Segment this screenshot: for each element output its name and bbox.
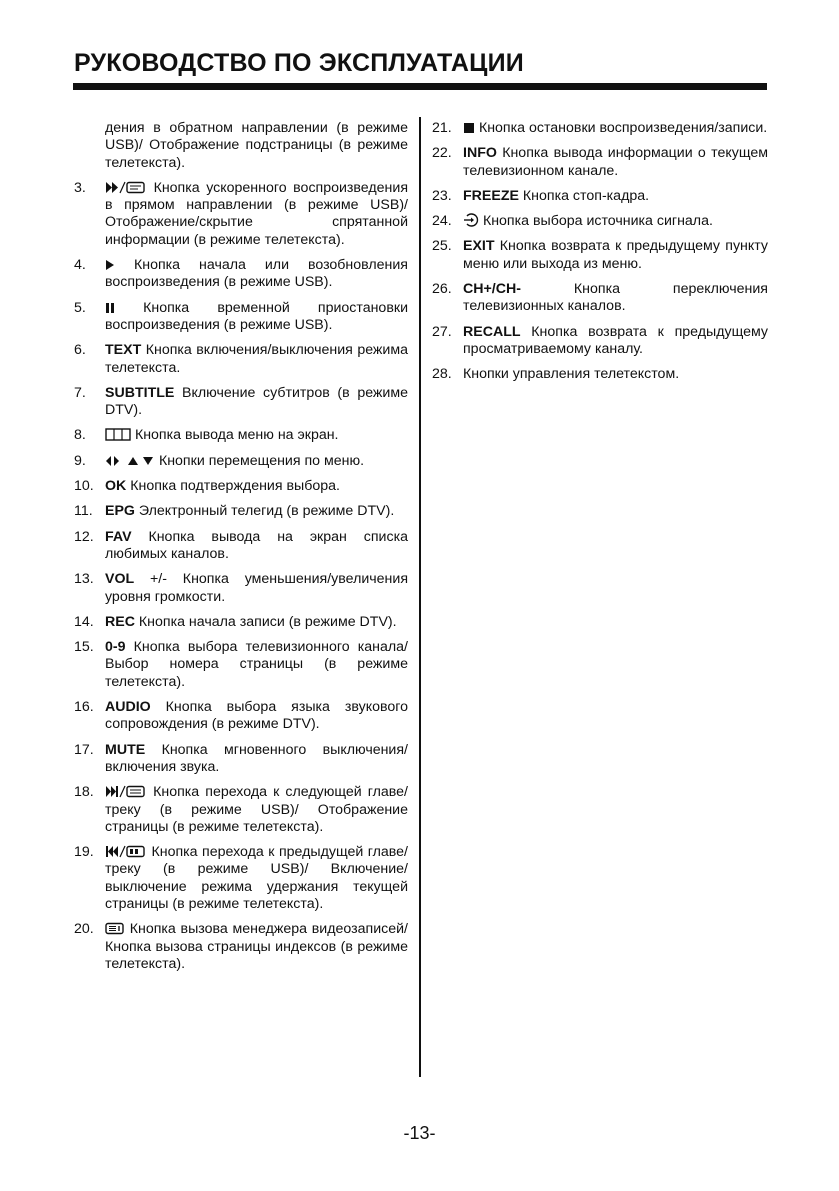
item-number: 11. [74, 503, 93, 520]
item-number: 26. [432, 281, 452, 298]
right-column [432, 120, 768, 392]
item-number: 24. [432, 213, 452, 230]
item-text: дения в обратном направлении (в режиме USB)/ Отображение подстраницы (в режиме телетекста). [105, 120, 408, 171]
list-item [432, 281, 768, 316]
item-text: Кнопка переключения телевизионных каналов. [463, 281, 768, 315]
list-item [74, 614, 408, 631]
list-item [432, 213, 768, 230]
item-text: Кнопка вывода на экран списка любимых каналов. [105, 528, 408, 562]
key-label: RECALL [463, 323, 521, 340]
list-item [74, 427, 408, 444]
item-text: +/- Кнопка уменьшения/увеличения уровня громкости. [105, 571, 408, 605]
fast-forward-teletext-icon [105, 181, 147, 194]
index-icon [105, 922, 125, 935]
play-icon [105, 259, 115, 271]
item-number: 17. [74, 741, 94, 758]
left-item-list [74, 180, 408, 973]
item-number: 5. [74, 299, 86, 316]
source-icon [463, 213, 479, 227]
item-number: 27. [432, 323, 452, 340]
list-item [74, 699, 408, 734]
list-item [74, 921, 408, 973]
list-item [432, 188, 768, 205]
item-text: Кнопка выбора телевизионного канала/ Выбор номера страницы (в режиме телетекста). [105, 639, 408, 690]
item-text: Кнопка начала записи (в режиме DTV). [134, 613, 397, 630]
list-item [74, 844, 408, 913]
item-text: Включение субтитров (в режиме DTV). [105, 384, 408, 419]
list-item [74, 742, 408, 777]
item-number: 4. [74, 257, 86, 274]
item-number: 12. [74, 528, 94, 545]
item-number: 20. [74, 921, 94, 938]
item-text: Кнопка подтверждения выбора. [126, 478, 340, 495]
item-text: Кнопка возврата к предыдущему просматриваемому каналу. [463, 323, 768, 357]
item-number: 6. [74, 342, 86, 359]
list-item [74, 503, 408, 520]
item-number: 8. [74, 427, 86, 444]
key-label: TEXT [105, 342, 142, 359]
list-item [74, 300, 408, 335]
left-column [74, 120, 408, 981]
item-text: Кнопка выбора источника сигнала. [479, 213, 713, 230]
item-number: 28. [432, 366, 452, 383]
key-label: EXIT [463, 238, 495, 255]
item-number: 22. [432, 145, 452, 162]
stop-icon [463, 122, 475, 134]
key-label: FAV [105, 528, 132, 545]
item-text: Кнопка вызова менеджера видеозаписей/ Кнопка вызова страницы индексов (в режиме телетекста). [105, 921, 408, 972]
key-label: OK [105, 478, 127, 495]
item-text: Электронный телегид (в режиме DTV). [134, 503, 395, 520]
prev-chapter-hold-icon [105, 845, 147, 858]
key-label: REC [105, 613, 135, 630]
item-number: 7. [74, 384, 86, 401]
item-text: Кнопка вывода информации о текущем телевизионном канале. [463, 145, 768, 179]
list-item [74, 639, 408, 691]
key-label: MUTE [105, 741, 146, 758]
arrows-icon [105, 455, 155, 467]
item-number: 13. [74, 571, 94, 588]
page-number: -13- [403, 1123, 436, 1143]
item-number: 3. [74, 179, 86, 196]
column-divider [419, 117, 421, 1077]
item-text: Кнопка начала или возобновления воспроизведения (в режиме USB). [105, 257, 408, 291]
list-item [74, 784, 408, 836]
menu-icon [105, 428, 131, 441]
list-item [432, 120, 768, 137]
list-item [74, 342, 408, 377]
list-item [432, 324, 768, 359]
list-item [432, 145, 768, 180]
item-number: 10. [74, 478, 94, 495]
item-text: Кнопки управления телетекстом. [463, 366, 680, 383]
item-number: 16. [74, 699, 94, 716]
item-number: 14. [74, 613, 94, 630]
item-number: 19. [74, 844, 94, 861]
list-item [74, 529, 408, 564]
item-text: Кнопка временной приостановки воспроизведения (в режиме USB). [105, 299, 408, 333]
list-item [432, 238, 768, 273]
list-item [74, 257, 408, 292]
item-text: Кнопка возврата к предыдущему пункту меню или выхода из меню. [463, 238, 768, 272]
key-label: 0-9 [105, 639, 126, 656]
item-number: 15. [74, 639, 94, 656]
item-text: Кнопка перехода к следующей главе/треку (в режиме USB)/ Отображение страницы (в режиме телетекста). [105, 784, 408, 835]
list-item [74, 180, 408, 249]
item-number: 23. [432, 187, 452, 204]
item-text: Кнопка вывода меню на экран. [131, 427, 339, 444]
list-item [74, 571, 408, 606]
item-text: Кнопка включения/выключения режима телетекста. [105, 342, 408, 376]
item-text: Кнопка выбора языка звукового сопровождения (в режиме DTV). [105, 699, 408, 733]
key-label: AUDIO [105, 699, 151, 716]
item-text: Кнопка ускоренного воспроизведения в прямом направлении (в режиме USB)/ Отображение/скрытие спрятанной информации (в режиме телетекста). [105, 179, 408, 248]
key-label: SUBTITLE [105, 384, 175, 401]
item-text: Кнопки перемещения по меню. [155, 452, 365, 469]
item-text: Кнопка мгновенного выключения/включения звука. [105, 741, 408, 775]
key-label: EPG [105, 503, 135, 520]
list-item [74, 453, 408, 470]
list-item [74, 478, 408, 495]
key-label: INFO [463, 145, 497, 162]
next-chapter-teletext-icon [105, 785, 147, 798]
list-item [432, 366, 768, 383]
key-label: CH+/CH- [463, 281, 521, 298]
item-text: Кнопка остановки воспроизведения/записи. [475, 120, 768, 136]
page-title: РУКОВОДСТВО ПО ЭКСПЛУАТАЦИИ [74, 49, 524, 77]
title-underline [73, 83, 767, 90]
list-item [74, 385, 408, 420]
item-number: 9. [74, 452, 86, 469]
right-item-list [432, 120, 768, 384]
key-label: VOL [105, 571, 135, 588]
item-number: 18. [74, 784, 94, 801]
pause-icon [105, 302, 115, 314]
item-number: 21. [432, 120, 452, 136]
item-text: Кнопка перехода к предыдущей главе/треку (в режиме USB)/ Включение/выключение режима удержания текущей страницы (в режиме телетекста). [105, 844, 408, 912]
item-number: 25. [432, 238, 452, 255]
item-text: Кнопка стоп-кадра. [518, 187, 650, 204]
list-item-continuation [74, 120, 408, 172]
key-label: FREEZE [463, 187, 519, 204]
